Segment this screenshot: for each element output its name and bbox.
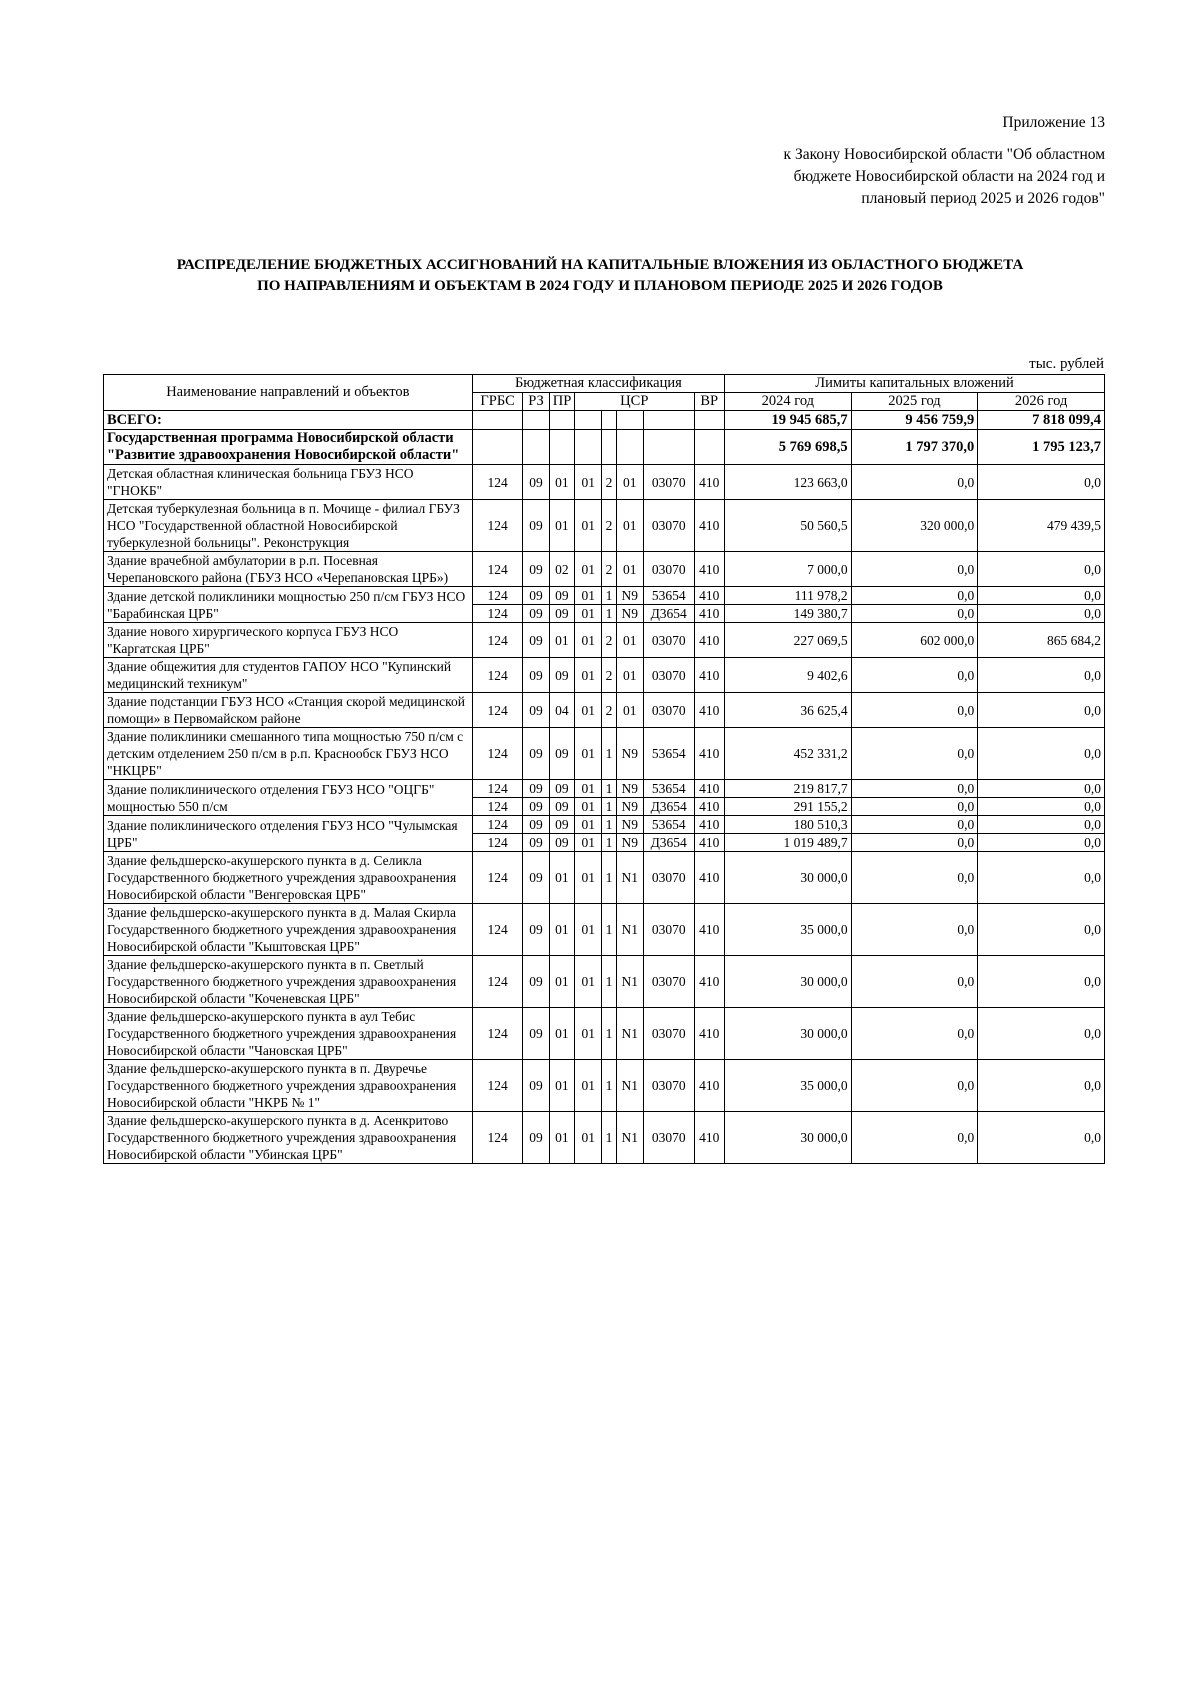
cell-y2025: 0,0 (851, 780, 978, 798)
cell-c1: 01 (575, 465, 602, 500)
cell-rz: 09 (523, 816, 549, 834)
cell-c1: 01 (575, 658, 602, 693)
cell-c1: 01 (575, 1060, 602, 1112)
cell-pr: 09 (549, 816, 574, 834)
cell-c2: 2 (602, 500, 616, 552)
cell-c2: 1 (602, 852, 616, 904)
cell-c3: N9 (616, 780, 643, 798)
cell-c2: 1 (602, 587, 616, 605)
cell-c4: Д3654 (643, 605, 694, 623)
cell-grbs: 124 (472, 500, 523, 552)
cell-grbs: 124 (472, 605, 523, 623)
cell-pr: 01 (549, 1008, 574, 1060)
cell-grbs: 124 (472, 1060, 523, 1112)
title-line: РАСПРЕДЕЛЕНИЕ БЮДЖЕТНЫХ АССИГНОВАНИЙ НА КАПИТАЛЬНЫЕ ВЛОЖЕНИЯ ИЗ ОБЛАСТНОГО БЮДЖЕТА (176, 257, 1024, 273)
cell-c1: 01 (575, 956, 602, 1008)
cell-c4: Д3654 (643, 834, 694, 852)
object-name: Здание детской поликлиники мощностью 250 п/см ГБУЗ НСО "Барабинская ЦРБ" (104, 587, 473, 623)
header-name: Наименование направлений и объектов (104, 375, 473, 411)
cell-rz: 09 (523, 1112, 549, 1164)
cell-pr: 09 (549, 728, 574, 780)
cell-pr: 09 (549, 658, 574, 693)
cell-y2024: 219 817,7 (725, 780, 852, 798)
cell-y2024: 452 331,2 (725, 728, 852, 780)
object-name: Здание фельдшерско-акушерского пункта в п. Двуречье Государственного бюджетного учреждения здравоохранения Новосибирской области "НКРБ № 1" (104, 1060, 473, 1112)
cell-c2: 1 (602, 605, 616, 623)
cell-c4: 03070 (643, 623, 694, 658)
cell-pr: 01 (549, 852, 574, 904)
cell-c2: 1 (602, 728, 616, 780)
object-name: Здание фельдшерско-акушерского пункта в д. Селикла Государственного бюджетного учреждения здравоохранения Новосибирской области "Венгеровская ЦРБ" (104, 852, 473, 904)
header-2025: 2025 год (851, 393, 978, 411)
cell-c1: 01 (575, 587, 602, 605)
cell-y2024: 149 380,7 (725, 605, 852, 623)
cell-vr: 410 (694, 728, 724, 780)
cell-y2025: 0,0 (851, 834, 978, 852)
cell-rz: 09 (523, 798, 549, 816)
table-row (104, 500, 1105, 552)
cell-rz: 09 (523, 780, 549, 798)
cell-vr: 410 (694, 852, 724, 904)
object-name: Здание поликлинического отделения ГБУЗ НСО "ОЦГБ" мощностью 550 п/см (104, 780, 473, 816)
cell-c2: 1 (602, 1112, 616, 1164)
table-row (104, 623, 1105, 658)
total-label: ВСЕГО: (104, 411, 473, 430)
cell-c2: 1 (602, 780, 616, 798)
cell-c3: N1 (616, 1060, 643, 1112)
cell-y2026: 0,0 (978, 956, 1105, 1008)
program-2024: 5 769 698,5 (725, 430, 852, 465)
cell-y2024: 36 625,4 (725, 693, 852, 728)
cell-y2025: 602 000,0 (851, 623, 978, 658)
cell-pr: 09 (549, 834, 574, 852)
cell-grbs: 124 (472, 552, 523, 587)
total-2026: 7 818 099,4 (978, 411, 1105, 430)
cell-y2024: 7 000,0 (725, 552, 852, 587)
appendix-line: плановый период 2025 и 2026 годов" (861, 190, 1105, 207)
table-row (104, 780, 1105, 798)
cell-y2024: 30 000,0 (725, 956, 852, 1008)
program-2025: 1 797 370,0 (851, 430, 978, 465)
header-limits: Лимиты капитальных вложений (725, 375, 1105, 393)
cell-c3: N9 (616, 834, 643, 852)
cell-c2: 1 (602, 834, 616, 852)
cell-vr: 410 (694, 658, 724, 693)
object-name: Здание фельдшерско-акушерского пункта в д. Асенкритово Государственного бюджетного учреждения здравоохранения Новосибирской области "Убинская ЦРБ" (104, 1112, 473, 1164)
title-line: ПО НАПРАВЛЕНИЯМ И ОБЪЕКТАМ В 2024 ГОДУ И ПЛАНОВОМ ПЕРИОДЕ 2025 И 2026 ГОДОВ (257, 278, 943, 294)
total-2024: 19 945 685,7 (725, 411, 852, 430)
cell-y2026: 0,0 (978, 834, 1105, 852)
cell-rz: 09 (523, 728, 549, 780)
cell-grbs: 124 (472, 587, 523, 605)
cell-c3: N1 (616, 1008, 643, 1060)
cell-vr: 410 (694, 587, 724, 605)
cell-c1: 01 (575, 834, 602, 852)
program-2026: 1 795 123,7 (978, 430, 1105, 465)
cell-c3: 01 (616, 658, 643, 693)
cell-c4: 03070 (643, 1112, 694, 1164)
table-row (104, 693, 1105, 728)
cell-y2026: 0,0 (978, 780, 1105, 798)
cell-y2025: 0,0 (851, 798, 978, 816)
cell-y2026: 865 684,2 (978, 623, 1105, 658)
cell-c4: 03070 (643, 552, 694, 587)
cell-c3: N9 (616, 798, 643, 816)
cell-c1: 01 (575, 904, 602, 956)
appendix-line: бюджете Новосибирской области на 2024 год и (793, 168, 1105, 185)
program-label: Государственная программа Новосибирской области "Развитие здравоохранения Новосибирской области" (104, 430, 473, 465)
cell-y2024: 111 978,2 (725, 587, 852, 605)
header-budget-classification: Бюджетная классификация (472, 375, 724, 393)
cell-pr: 01 (549, 623, 574, 658)
cell-y2026: 0,0 (978, 605, 1105, 623)
table-row (104, 587, 1105, 605)
cell-pr: 09 (549, 798, 574, 816)
cell-c2: 1 (602, 1060, 616, 1112)
cell-c4: 53654 (643, 587, 694, 605)
cell-pr: 01 (549, 1112, 574, 1164)
cell-c2: 2 (602, 465, 616, 500)
document-title (95, 255, 1105, 297)
cell-grbs: 124 (472, 465, 523, 500)
object-name: Здание нового хирургического корпуса ГБУЗ НСО "Каргатская ЦРБ" (104, 623, 473, 658)
cell-grbs: 124 (472, 816, 523, 834)
cell-rz: 09 (523, 658, 549, 693)
cell-y2024: 180 510,3 (725, 816, 852, 834)
object-name: Здание фельдшерско-акушерского пункта в д. Малая Скирла Государственного бюджетного учреждения здравоохранения Новосибирской области "Кыштовская ЦРБ" (104, 904, 473, 956)
budget-table (103, 374, 1105, 1164)
cell-y2026: 0,0 (978, 728, 1105, 780)
cell-grbs: 124 (472, 956, 523, 1008)
cell-y2024: 227 069,5 (725, 623, 852, 658)
cell-y2024: 30 000,0 (725, 1112, 852, 1164)
cell-y2024: 1 019 489,7 (725, 834, 852, 852)
object-name: Здание поликлинического отделения ГБУЗ НСО "Чулымская ЦРБ" (104, 816, 473, 852)
table-row (104, 904, 1105, 956)
cell-y2024: 30 000,0 (725, 852, 852, 904)
cell-c1: 01 (575, 1112, 602, 1164)
object-name: Здание врачебной амбулатории в р.п. Посевная Черепановского района (ГБУЗ НСО «Черепановская ЦРБ») (104, 552, 473, 587)
cell-c3: N9 (616, 816, 643, 834)
cell-y2025: 0,0 (851, 1060, 978, 1112)
cell-grbs: 124 (472, 904, 523, 956)
cell-y2025: 0,0 (851, 904, 978, 956)
cell-vr: 410 (694, 780, 724, 798)
appendix-number: Приложение 13 (1002, 114, 1105, 131)
cell-vr: 410 (694, 1008, 724, 1060)
cell-pr: 09 (549, 587, 574, 605)
cell-rz: 09 (523, 465, 549, 500)
cell-pr: 04 (549, 693, 574, 728)
cell-c4: 03070 (643, 852, 694, 904)
table-row (104, 1112, 1105, 1164)
cell-y2026: 0,0 (978, 465, 1105, 500)
cell-c3: 01 (616, 500, 643, 552)
cell-c3: 01 (616, 465, 643, 500)
header-2026: 2026 год (978, 393, 1105, 411)
cell-c4: Д3654 (643, 798, 694, 816)
table-row (104, 1008, 1105, 1060)
cell-y2025: 0,0 (851, 693, 978, 728)
cell-rz: 09 (523, 1060, 549, 1112)
cell-c1: 01 (575, 500, 602, 552)
cell-c3: N9 (616, 728, 643, 780)
cell-c4: 53654 (643, 780, 694, 798)
cell-vr: 410 (694, 465, 724, 500)
cell-y2025: 0,0 (851, 1112, 978, 1164)
cell-rz: 09 (523, 956, 549, 1008)
cell-c4: 03070 (643, 1008, 694, 1060)
cell-vr: 410 (694, 605, 724, 623)
total-2025: 9 456 759,9 (851, 411, 978, 430)
cell-vr: 410 (694, 500, 724, 552)
cell-vr: 410 (694, 956, 724, 1008)
cell-c3: N1 (616, 1112, 643, 1164)
cell-rz: 09 (523, 904, 549, 956)
cell-c1: 01 (575, 798, 602, 816)
header-csr: ЦСР (575, 393, 695, 411)
header-grbs: ГРБС (472, 393, 523, 411)
cell-y2025: 0,0 (851, 728, 978, 780)
cell-c3: N9 (616, 605, 643, 623)
cell-y2025: 0,0 (851, 605, 978, 623)
unit-label: тыс. рублей (1029, 356, 1104, 372)
cell-pr: 01 (549, 956, 574, 1008)
cell-vr: 410 (694, 1112, 724, 1164)
cell-grbs: 124 (472, 852, 523, 904)
cell-y2024: 35 000,0 (725, 904, 852, 956)
cell-grbs: 124 (472, 780, 523, 798)
cell-y2024: 9 402,6 (725, 658, 852, 693)
header-rz: РЗ (523, 393, 549, 411)
cell-y2025: 0,0 (851, 816, 978, 834)
cell-c3: N1 (616, 904, 643, 956)
cell-vr: 410 (694, 816, 724, 834)
table-body (104, 411, 1105, 1164)
cell-c4: 03070 (643, 500, 694, 552)
cell-c4: 53654 (643, 728, 694, 780)
cell-c1: 01 (575, 605, 602, 623)
cell-y2024: 35 000,0 (725, 1060, 852, 1112)
cell-c2: 2 (602, 693, 616, 728)
table-row (104, 816, 1105, 834)
cell-c4: 03070 (643, 658, 694, 693)
cell-pr: 09 (549, 605, 574, 623)
cell-y2025: 0,0 (851, 852, 978, 904)
appendix-line: к Закону Новосибирской области "Об областном (783, 146, 1105, 163)
cell-c2: 1 (602, 816, 616, 834)
cell-c3: 01 (616, 623, 643, 658)
total-row (104, 411, 1105, 430)
table-row (104, 852, 1105, 904)
object-name: Здание фельдшерско-акушерского пункта в п. Светлый Государственного бюджетного учреждения здравоохранения Новосибирской области "Коченевская ЦРБ" (104, 956, 473, 1008)
cell-pr: 01 (549, 500, 574, 552)
cell-pr: 09 (549, 780, 574, 798)
cell-y2025: 0,0 (851, 956, 978, 1008)
table-row (104, 658, 1105, 693)
cell-pr: 02 (549, 552, 574, 587)
cell-y2026: 0,0 (978, 798, 1105, 816)
appendix-header (685, 112, 1105, 210)
cell-rz: 09 (523, 605, 549, 623)
cell-grbs: 124 (472, 623, 523, 658)
header-pr: ПР (549, 393, 574, 411)
cell-y2026: 0,0 (978, 816, 1105, 834)
cell-rz: 09 (523, 623, 549, 658)
cell-c1: 01 (575, 693, 602, 728)
cell-c3: 01 (616, 552, 643, 587)
cell-c4: 03070 (643, 956, 694, 1008)
cell-pr: 01 (549, 465, 574, 500)
table-row (104, 552, 1105, 587)
cell-c2: 2 (602, 623, 616, 658)
table-row (104, 465, 1105, 500)
cell-y2026: 0,0 (978, 693, 1105, 728)
cell-y2026: 0,0 (978, 1008, 1105, 1060)
cell-c2: 1 (602, 798, 616, 816)
cell-rz: 09 (523, 852, 549, 904)
cell-vr: 410 (694, 1060, 724, 1112)
cell-c2: 2 (602, 658, 616, 693)
cell-y2025: 320 000,0 (851, 500, 978, 552)
cell-vr: 410 (694, 834, 724, 852)
cell-c1: 01 (575, 816, 602, 834)
cell-y2026: 0,0 (978, 658, 1105, 693)
cell-grbs: 124 (472, 658, 523, 693)
cell-y2026: 0,0 (978, 904, 1105, 956)
cell-c3: N9 (616, 587, 643, 605)
cell-c4: 03070 (643, 1060, 694, 1112)
cell-pr: 01 (549, 1060, 574, 1112)
cell-c2: 1 (602, 904, 616, 956)
cell-rz: 09 (523, 552, 549, 587)
cell-y2026: 0,0 (978, 552, 1105, 587)
cell-vr: 410 (694, 623, 724, 658)
cell-rz: 09 (523, 1008, 549, 1060)
cell-c1: 01 (575, 780, 602, 798)
cell-y2026: 479 439,5 (978, 500, 1105, 552)
cell-c1: 01 (575, 728, 602, 780)
cell-y2024: 291 155,2 (725, 798, 852, 816)
cell-grbs: 124 (472, 834, 523, 852)
object-name: Здание фельдшерско-акушерского пункта в аул Тебис Государственного бюджетного учреждения здравоохранения Новосибирской области "Чановская ЦРБ" (104, 1008, 473, 1060)
cell-c2: 1 (602, 956, 616, 1008)
cell-grbs: 124 (472, 1008, 523, 1060)
cell-vr: 410 (694, 904, 724, 956)
cell-rz: 09 (523, 587, 549, 605)
object-name: Здание поликлиники смешанного типа мощностью 750 п/см с детским отделением 250 п/см в р.п. Краснообск ГБУЗ НСО "НКЦРБ" (104, 728, 473, 780)
cell-c4: 03070 (643, 904, 694, 956)
table-row (104, 728, 1105, 780)
cell-y2026: 0,0 (978, 1060, 1105, 1112)
table-row (104, 956, 1105, 1008)
header-vr: ВР (694, 393, 724, 411)
cell-y2026: 0,0 (978, 1112, 1105, 1164)
cell-c2: 2 (602, 552, 616, 587)
cell-rz: 09 (523, 834, 549, 852)
cell-c3: N1 (616, 956, 643, 1008)
cell-c1: 01 (575, 623, 602, 658)
cell-grbs: 124 (472, 693, 523, 728)
cell-y2024: 123 663,0 (725, 465, 852, 500)
cell-c1: 01 (575, 852, 602, 904)
cell-y2025: 0,0 (851, 658, 978, 693)
cell-c3: 01 (616, 693, 643, 728)
cell-c3: N1 (616, 852, 643, 904)
cell-grbs: 124 (472, 728, 523, 780)
cell-y2026: 0,0 (978, 852, 1105, 904)
table-row (104, 1060, 1105, 1112)
cell-c4: 53654 (643, 816, 694, 834)
cell-grbs: 124 (472, 798, 523, 816)
cell-y2025: 0,0 (851, 587, 978, 605)
program-row (104, 430, 1105, 465)
cell-vr: 410 (694, 798, 724, 816)
object-name: Здание общежития для студентов ГАПОУ НСО "Купинский медицинский техникум" (104, 658, 473, 693)
object-name: Детская туберкулезная больница в п. Мочище - филиал ГБУЗ НСО "Государственной областной Новосибирской туберкулезной больницы". Реконструкция (104, 500, 473, 552)
cell-c1: 01 (575, 552, 602, 587)
cell-y2024: 30 000,0 (725, 1008, 852, 1060)
cell-y2025: 0,0 (851, 552, 978, 587)
cell-y2025: 0,0 (851, 1008, 978, 1060)
cell-c1: 01 (575, 1008, 602, 1060)
cell-grbs: 124 (472, 1112, 523, 1164)
cell-y2025: 0,0 (851, 465, 978, 500)
cell-c4: 03070 (643, 693, 694, 728)
cell-y2024: 50 560,5 (725, 500, 852, 552)
cell-vr: 410 (694, 552, 724, 587)
cell-rz: 09 (523, 500, 549, 552)
cell-vr: 410 (694, 693, 724, 728)
cell-pr: 01 (549, 904, 574, 956)
cell-c2: 1 (602, 1008, 616, 1060)
cell-c4: 03070 (643, 465, 694, 500)
cell-rz: 09 (523, 693, 549, 728)
object-name: Детская областная клиническая больница ГБУЗ НСО "ГНОКБ" (104, 465, 473, 500)
cell-y2026: 0,0 (978, 587, 1105, 605)
object-name: Здание подстанции ГБУЗ НСО «Станция скорой медицинской помощи» в Первомайском районе (104, 693, 473, 728)
header-2024: 2024 год (725, 393, 852, 411)
